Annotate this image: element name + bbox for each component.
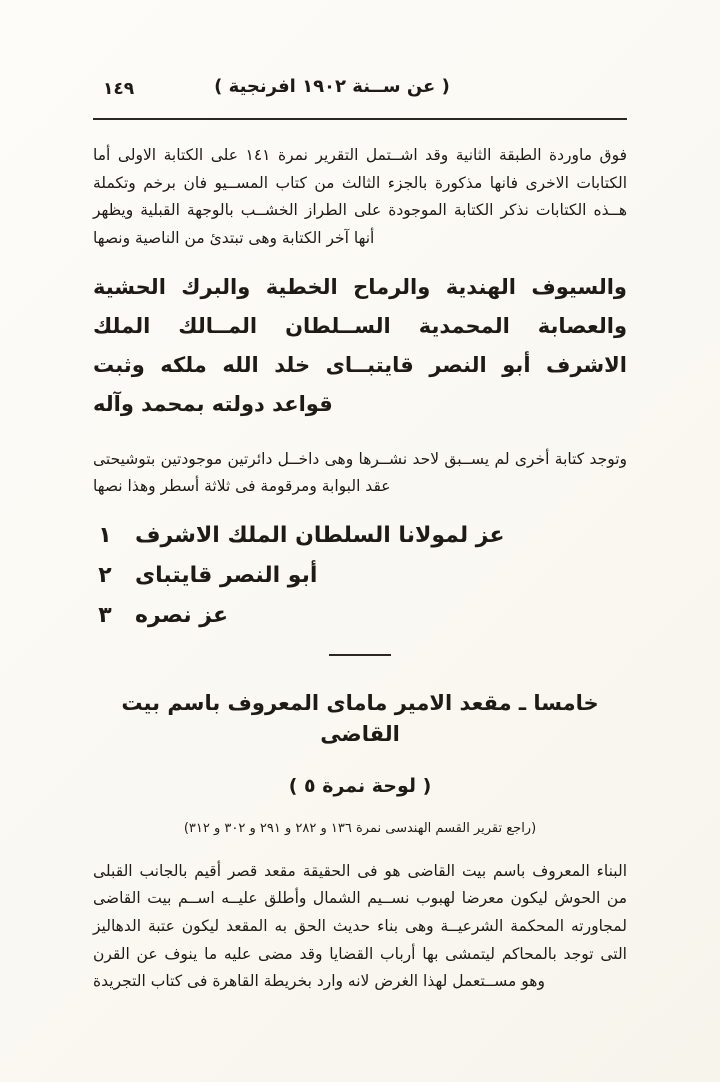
plate-caption: ( لوحة نمرة ٥ ) [288, 774, 432, 797]
inscription-line-list [93, 523, 627, 628]
reference-note: (راجع تقرير القسم الهندسى نمرة ١٣٦ و ٢٨٢ و ٢٩١ و ٣٠٢ و ٣١٢) [183, 820, 537, 836]
list-item-number: ٢ [98, 562, 112, 588]
inscription-quote: والسيوف الهندية والرماح الخطية والبرك الحشية والعصابة المحمدية الســلطان المــالك الملك الاشرف أبو النصر قايتبــاى خلد الله ملكه وثبت قواعد دولته بمحمد وآله [93, 275, 627, 416]
header-title: ( عن ســنة ١٩٠٢ افرنجية ) [214, 76, 450, 97]
list-item [97, 563, 623, 588]
paragraph-description: البناء المعروف باسم بيت القاضى هو فى الحقيقة مقعد قصر أقيم بالجانب القبلى من الحوش ليكون معرضا لهبوب نســيم الشمال وأطلق عليــه اســم بيت القاضى لمجاورته المحكمة الشرعيــة وهى بناء حديث الحق به المقعد ليكون عتبة الدهاليز التى توجد بالمحاكم ليتمشى بها أرباب القضايا وقد مضى عليه ما ينوف عن القرن وهو مســتعمل لهذا الغرض لانه وارد بخريطة القاهرة فى كتاب التجريدة [93, 861, 627, 991]
list-item-text: أبو النصر قايتباى [135, 562, 318, 588]
list-item [97, 523, 623, 548]
list-item-number: ٣ [98, 602, 112, 628]
paragraph-intro: فوق ماوردة الطبقة الثانية وقد اشــتمل التقرير نمرة ١٤١ على الكتابة الاولى أما الكتابات الاخرى فانها مذكورة بالجزء الثالث من كتاب المســيو فان برخم وتكملة هــذه الكتابات نذكر الكتابة الموجودة على الطراز الخشــب بالوجهة القبلية ويظهر أنها آخر الكتابة وهى تبتدئ من الناصية ونصها [93, 146, 627, 247]
list-item-text: عز نصره [135, 602, 228, 628]
list-item-text: عز لمولانا السلطان الملك الاشرف [135, 522, 505, 548]
page-header [93, 76, 627, 104]
page-number: ١٤٩ [103, 79, 135, 99]
section-heading: خامسا ـ مقعد الامير ماماى المعروف باسم بيت القاضى [121, 690, 599, 747]
list-item [97, 603, 623, 628]
page-content [93, 0, 627, 996]
section-divider [329, 654, 391, 656]
header-rule [93, 118, 627, 120]
list-item-number: ١ [98, 522, 112, 548]
paragraph-second-inscription: وتوجد كتابة أخرى لم يســبق لاحد نشــرها وهى داخــل دائرتين موجودتين بتوشيحتى عقد البوابة ومرقومة فى ثلاثة أسطر وهذا نصها [93, 449, 627, 496]
